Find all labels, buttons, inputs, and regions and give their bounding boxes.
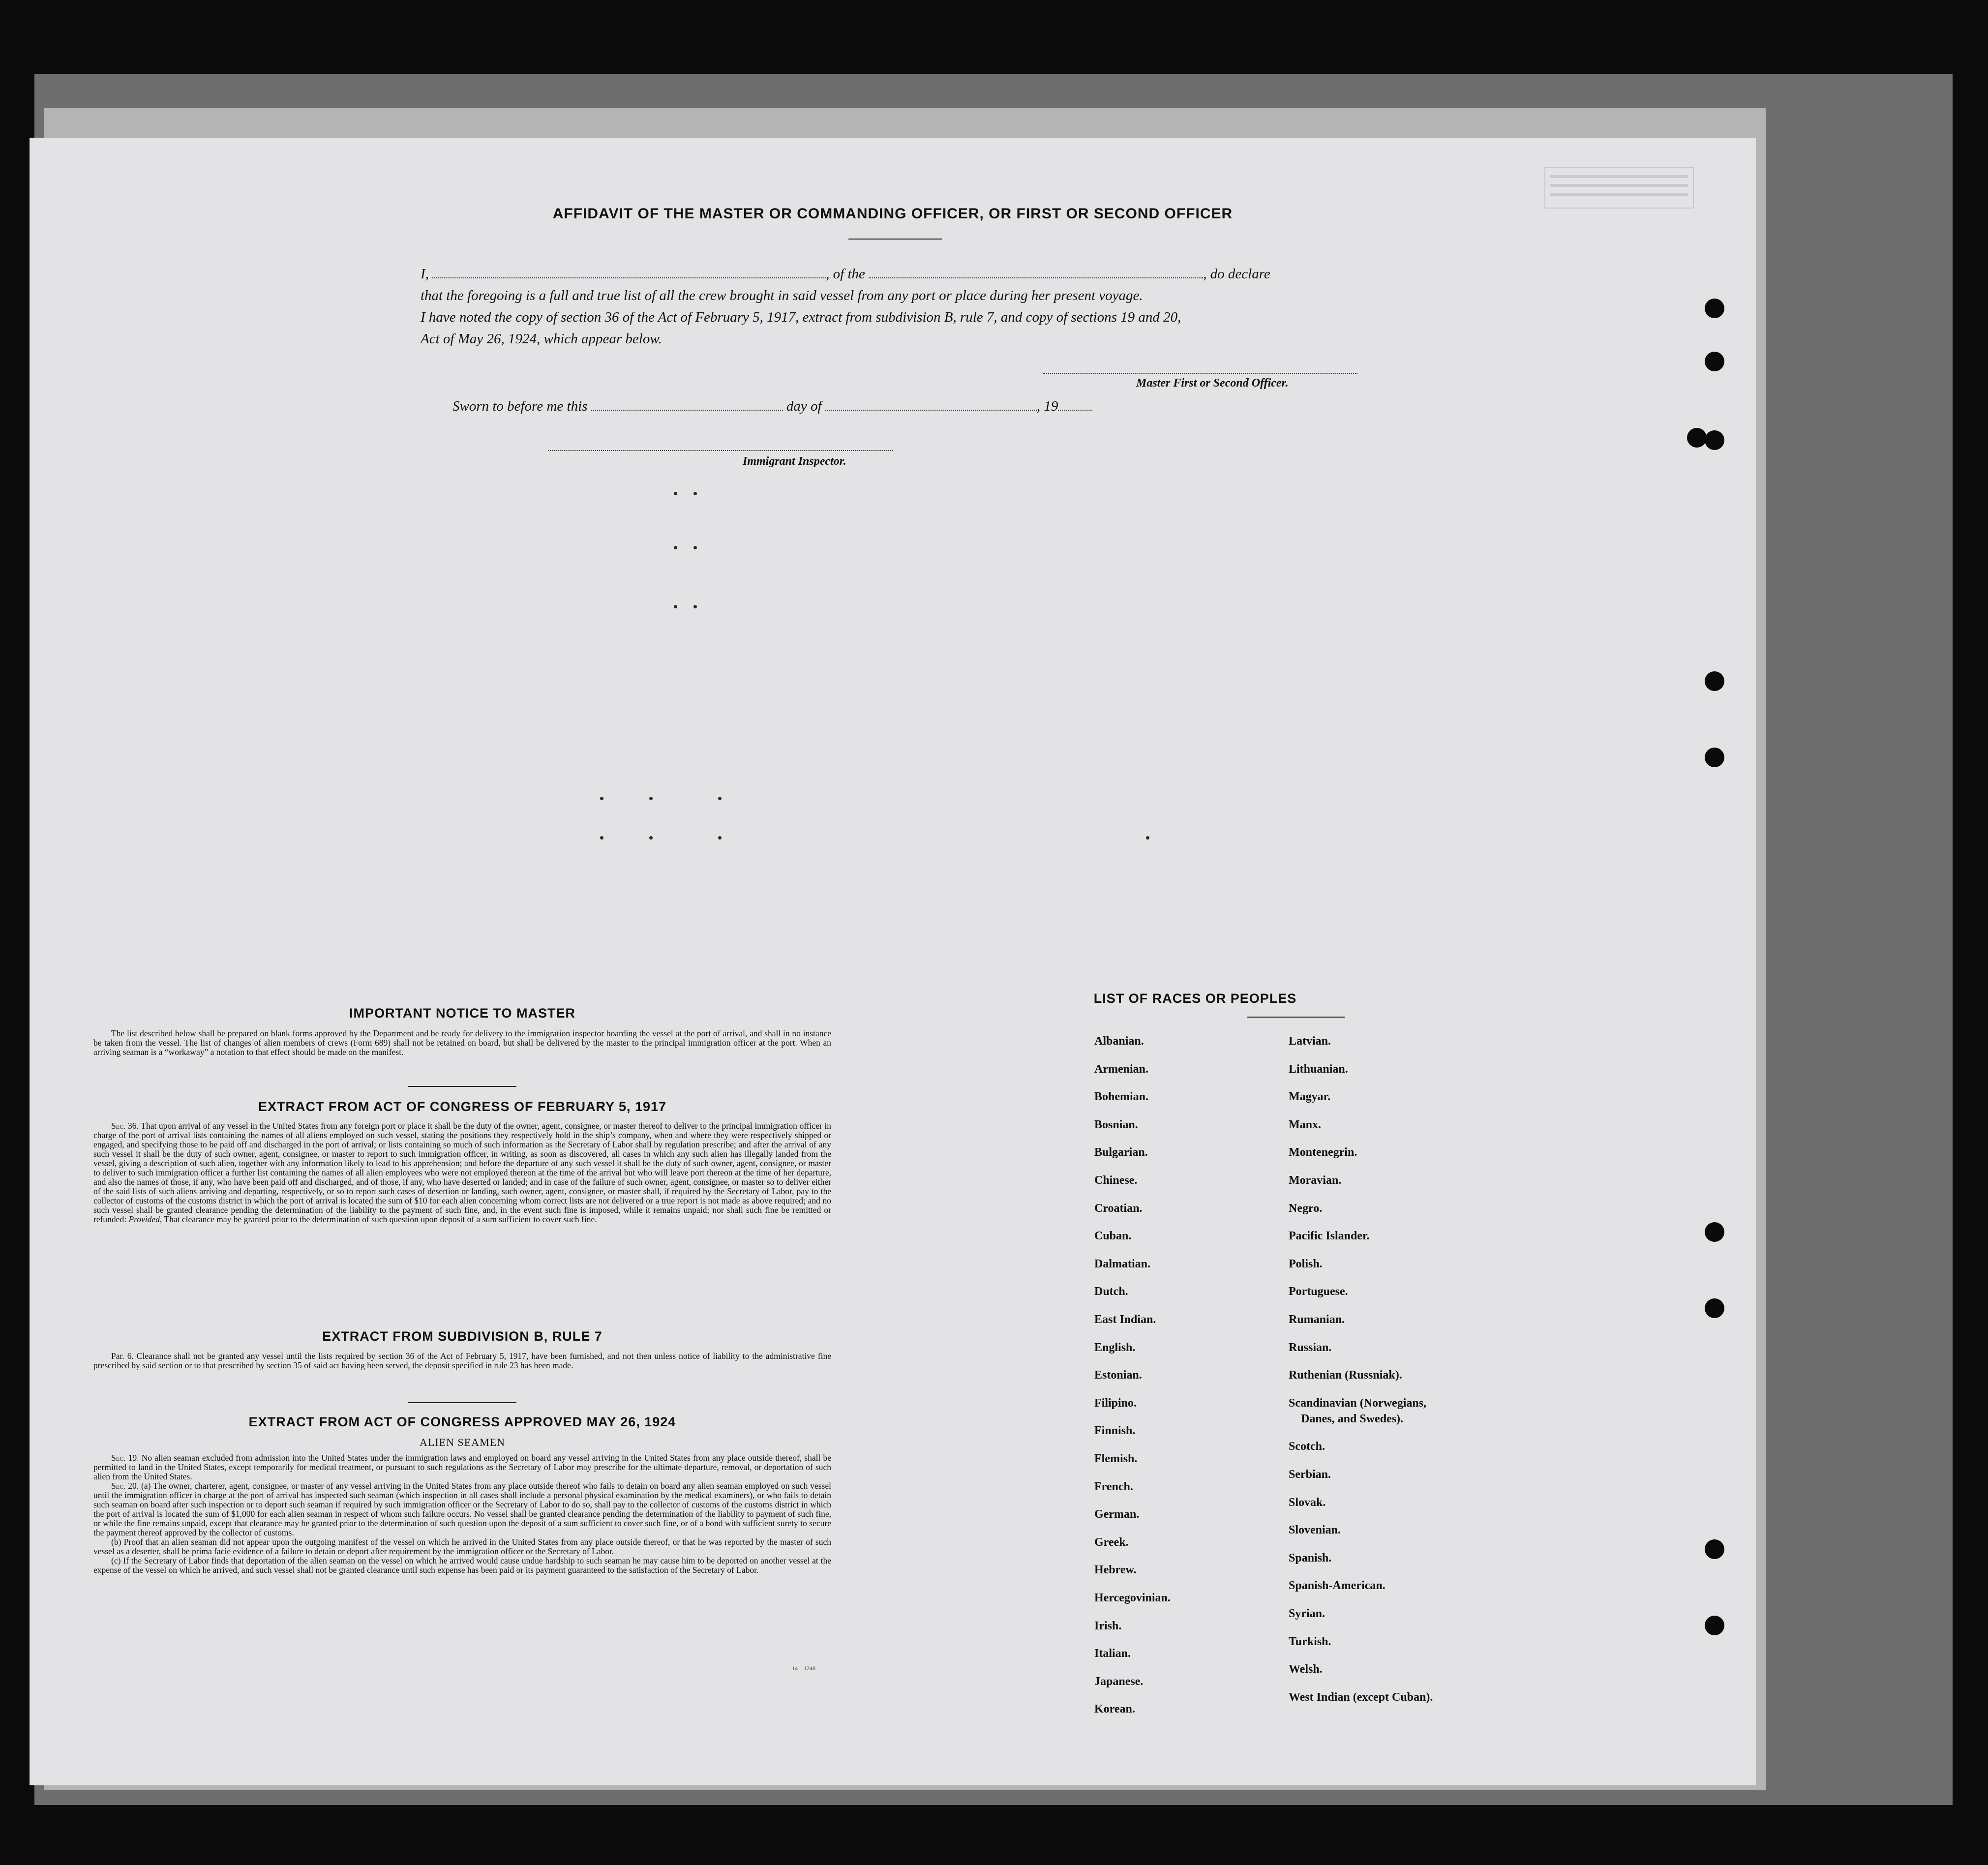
race-item: Finnish. [1094,1424,1136,1438]
race-item: Moravian. [1289,1174,1342,1187]
race-item: Bosnian. [1094,1118,1138,1131]
punch-hole [1705,430,1724,450]
alien-seamen-subtitle: ALIEN SEAMEN [420,1436,505,1448]
race-item: Scotch. [1289,1440,1325,1453]
race-item: Serbian. [1289,1468,1331,1481]
race-item: Croatian. [1094,1202,1143,1215]
manifest-page [30,138,1756,1785]
race-item: Manx. [1289,1118,1321,1131]
race-item: West Indian (except Cuban). [1289,1690,1433,1704]
race-item: Filipino. [1094,1396,1137,1410]
act-1917-text: Sec. 36. That upon arrival of any vessel in the United States from any foreign port or place it shall be the duty of the owner, agent, consignee, or master thereof to deliver to the principal immigration officer in charge of the port of arrival lists containing the names of all aliens employed on such vessel, stating the positions they respectively hold in the ship’s company, when and where they were respectively shipped or engaged, and specifying those to be paid off and discharged in the port of arrival; or lists containing so much of such information as the Secretary of Labor shall by regulation prescribe; and after the arrival of any such vessel it shall be the duty of such owner, agent, consignee, or master to report to such immigration officer, in writing, as soon as discovered, all cases in which any such alien has illegally landed from the vessel, giving a description of such alien, together with any information likely to lead to his apprehension; and before the departure of any such vessel it shall be the duty of such owner, agent, consignee, or master to deliver to such immigration officer a further list containing the names of all alien employees who were not employed thereon at the time of the arrival but who will leave port thereon at the time of her departure, and also the names of those, if any, who have been paid off and discharged, and of those, if any, who have deserted or landed; and in case of the failure of such owner, agent, consignee, or master so to deliver either of the said lists of such aliens arriving and departing, respectively, or so to report such cases of desertion or landing, such owner, agent, consignee, or master shall, if required by the Secretary of Labor, pay to the collector of customs of the customs district in which the port of arrival is located the sum of $10 for each alien concerning whom correct lists are not delivered or a true report is not made as above required; and no such vessel shall be granted clearance pending the determination of the liability to the payment of such fine, and, in the event such fine is imposed, while it remains unpaid; nor shall such fine be remitted or refunded: Provided, That clearance may be granted prior to the determination of such question upon deposit of a sum sufficient to cover such fine. [93,1121,831,1224]
section-rule-2 [408,1402,516,1403]
punch-hole [1705,299,1724,318]
races-rule [1247,1017,1345,1018]
affidavit-text [421,263,1424,350]
inspector-signature-line[interactable] [548,450,893,451]
punch-hole [1705,1298,1724,1318]
race-item: Welsh. [1289,1663,1323,1676]
race-item: French. [1094,1480,1133,1493]
affidavit-title: AFFIDAVIT OF THE MASTER OR COMMANDING OFFICER, OR FIRST OR SECOND OFFICER [552,206,1233,222]
act-1924-text: Sec. 19. No alien seaman excluded from admission into the United States under the immigration laws and employed on board any vessel arriving in the United States from any place outside thereof, shall be permitted to land in the United States, except temporarily for medical treatment, or pursuant to such regulations as the Secretary of Labor may prescribe for the ultimate departure, removal, or deportation of such alien from the United States. Sec. 20. (a) The owner, charterer, agent, consignee, or master of any vessel arriving in the United States from any place outside thereof who fails to detain on board any alien seaman employed on such vessel until the immigration officer in charge at the port of arrival has inspected such seaman (which inspection in all cases shall include a personal physical examination by the medical examiners), or who fails to detain such seaman on board after such inspection or to deport such seaman if required by such immigration officer or the Secretary of Labor to do so, shall pay to the collector of customs of the customs district in which the port of arrival is located the sum of $1,000 for each alien seaman in respect of whom such failure occurs. No vessel shall be granted clearance pending the determination of the liability to payment of such fine, or while the fine remains unpaid, except that clearance may be granted prior to the determination of such question upon the deposit of a sum sufficient to cover such fine, or of a bond with sufficient surety to secure the payment thereof approved by the collector of customs. (b) Proof that an alien seaman did not appear upon the outgoing manifest of the vessel on which he arrived in the United States from any place outside thereof, or that he was reported by the master of such vessel as a deserter, shall be prima facie evidence of a failure to detain or deport after requirement by the immigration officer or the Secretary of Labor. (c) If the Secretary of Labor finds that deportation of the alien seaman on the vessel on which he arrived would cause undue hardship to such seaman he may cause him to be deported on another vessel at the expense of the vessel on which he arrived, and such vessel shall not be granted clearance until such expense has been paid or its payment guaranteed to the satisfaction of the Secretary of Labor. [93,1453,831,1575]
sworn-month-field[interactable] [825,401,1037,411]
race-item: Albanian. [1094,1035,1144,1048]
sworn-year-field[interactable] [1058,401,1092,411]
race-item: Dutch. [1094,1285,1128,1298]
race-item: Slovak. [1289,1496,1326,1509]
race-item: Dalmatian. [1094,1257,1150,1270]
race-item: Spanish-American. [1289,1579,1386,1593]
race-item: Magyar. [1289,1090,1331,1104]
race-item: Chinese. [1094,1174,1138,1187]
affidavit-line-4: Act of May 26, 1924, which appear below. [421,331,662,347]
race-item: Irish. [1094,1619,1122,1632]
race-item: Latvian. [1289,1035,1331,1048]
race-item: Spanish. [1289,1551,1332,1564]
race-item: Polish. [1289,1257,1323,1270]
race-item: Rumanian. [1289,1313,1345,1326]
affidavit-rule [848,239,942,240]
master-caption: Master First or Second Officer. [1136,377,1289,390]
race-item: Slovenian. [1289,1524,1341,1537]
race-item: Hercegovinian. [1094,1592,1171,1604]
inspector-caption: Immigrant Inspector. [743,455,846,468]
rule-7-text: Par. 6. Clearance shall not be granted any vessel until the lists required by section 36 of the Act of February 5, 1917, have been furnished, and not then unless notice of liability to the administrative fine prescribed by said section or to that prescribed by section 35 of said act having been served, the deposit specified in rule 23 has been made. [93,1351,831,1370]
race-item: Hebrew. [1094,1564,1137,1577]
race-item: Armenian. [1094,1062,1148,1076]
race-item: Turkish. [1289,1635,1331,1648]
race-item: Pacific Islander. [1289,1230,1370,1243]
form-number: 14—1240 [792,1665,815,1672]
race-item: Flemish. [1094,1452,1138,1465]
act-1924-title: EXTRACT FROM ACT OF CONGRESS APPROVED MAY 26, 1924 [248,1414,676,1429]
punch-hole [1705,1616,1724,1635]
race-item: Montenegrin. [1289,1146,1357,1159]
race-item: Cuban. [1094,1230,1132,1243]
section-rule-1 [408,1086,516,1087]
race-item: Danes, and Swedes). [1301,1412,1404,1425]
act-1917-title: EXTRACT FROM ACT OF CONGRESS OF FEBRUARY 5, 1917 [258,1099,667,1114]
race-item: Russian. [1289,1341,1332,1354]
race-item: Scandinavian (Norwegians, [1289,1396,1427,1410]
master-signature-line[interactable] [1043,373,1357,374]
race-item: Bohemian. [1094,1090,1149,1104]
punch-hole [1687,428,1707,448]
notice-title: IMPORTANT NOTICE TO MASTER [349,1006,575,1021]
punch-hole [1705,671,1724,691]
race-item: East Indian. [1094,1313,1156,1326]
vessel-field[interactable] [869,269,1203,278]
race-item: Korean. [1094,1703,1135,1716]
name-field[interactable] [432,269,826,278]
race-item: Italian. [1094,1647,1131,1660]
faded-stamp [1544,167,1694,209]
race-item: Estonian. [1094,1369,1142,1382]
race-item: Portuguese. [1289,1285,1348,1298]
punch-hole [1705,748,1724,767]
race-item: Lithuanian. [1289,1062,1348,1076]
race-item: Syrian. [1289,1607,1325,1620]
punch-hole [1705,1539,1724,1559]
affidavit-line-1: I, , of the , do declare [421,266,1270,282]
race-item: Greek. [1094,1535,1129,1549]
race-item: Ruthenian (Russniak). [1289,1369,1402,1382]
punch-hole [1705,1222,1724,1242]
race-item: English. [1094,1341,1136,1354]
race-item: Japanese. [1094,1675,1144,1688]
race-item: Negro. [1289,1202,1323,1215]
notice-text: The list described below shall be prepared on blank forms approved by the Department and be ready for delivery to the immigration inspector boarding the vessel at the port of arrival, and shall in no instance be taken from the vessel. The list of changes of alien members of crews (Form 689) shall not be retained on board, but shall be delivered by the master to the principal immigration officer at the port. When an arriving seaman is a “workaway” a notation to that effect should be made on the manifest. [93,1028,831,1057]
race-item: German. [1094,1508,1140,1521]
rule-7-title: EXTRACT FROM SUBDIVISION B, RULE 7 [322,1329,602,1344]
sworn-day-field[interactable] [591,401,783,411]
punch-hole [1705,352,1724,371]
sworn-line: Sworn to before me this day of , 19 [452,398,1092,415]
race-item: Bulgarian. [1094,1146,1148,1159]
races-title: LIST OF RACES OR PEOPLES [1093,991,1297,1006]
affidavit-line-3: I have noted the copy of section 36 of the Act of February 5, 1917, extract from subdivision B, rule 7, and copy of sections 19 and 20, [421,309,1181,325]
affidavit-line-2: that the foregoing is a full and true list of all the crew brought in said vessel from any port or place during her present voyage. [421,288,1143,303]
